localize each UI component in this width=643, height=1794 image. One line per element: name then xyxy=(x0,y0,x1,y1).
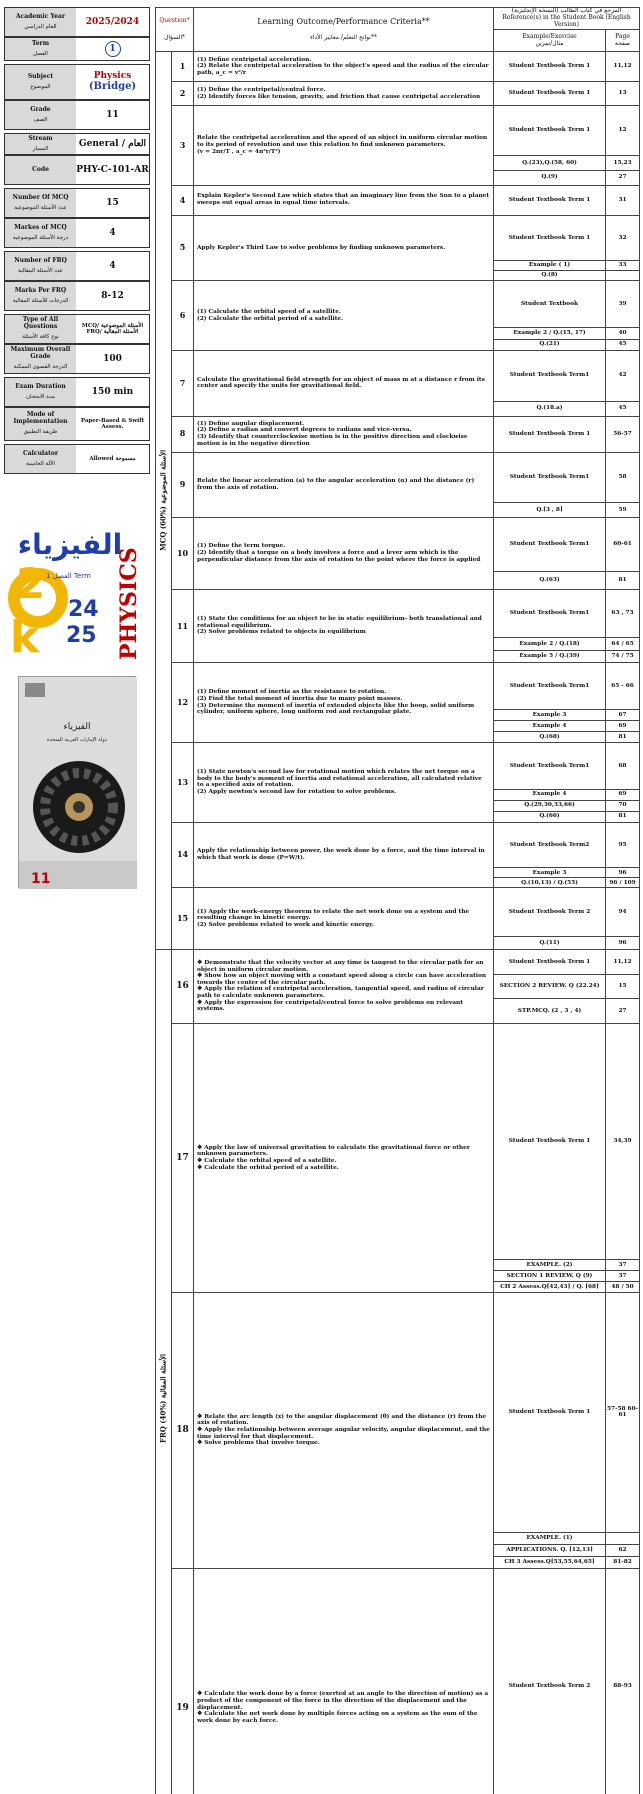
reference-cell xyxy=(494,950,606,975)
page-cell xyxy=(606,950,640,975)
info-label xyxy=(5,252,76,280)
reference-cell: Student Textbook Term 1 xyxy=(494,215,606,261)
outcome-item xyxy=(197,1165,490,1172)
outcome-item: (2) Find the total moment of inertia due to many point masses. xyxy=(197,696,490,703)
page-cell: 63 , 73 xyxy=(606,589,640,637)
reference-cell: Student Textbook Term 1 xyxy=(494,52,606,82)
outcome-item: (1) State the conditions for an object to be in static equilibrium- both translational and rotational equilibrium. xyxy=(197,616,490,629)
reference-cell xyxy=(494,1293,606,1533)
reference-cell: Q.[3 , 8] xyxy=(494,503,606,518)
info-label-ar: الفصل xyxy=(33,51,48,57)
page-cell: 31 xyxy=(606,185,640,215)
ref-header-en: Reference(s) in the Student Book (English Version) xyxy=(494,15,639,29)
q-header-en: Question* xyxy=(156,18,193,25)
info-row xyxy=(4,155,150,185)
info-label-en: Grade xyxy=(30,107,50,114)
info-label-ar: الدرجات للأسئلة المقالية xyxy=(13,298,69,304)
textbook-cover xyxy=(18,676,136,888)
outcome-item: (1) Define centripetal acceleration. xyxy=(197,57,490,64)
outcome-item: (1) Define moment of inertia as the resistance to rotation. xyxy=(197,689,490,696)
reference-cell: Example 2 / Q.(18) xyxy=(494,638,606,651)
question-number: 14 xyxy=(172,822,194,888)
info-label-ar: عدد الأسئلة المقالية xyxy=(18,268,63,274)
info-label-en: Number of FRQ xyxy=(14,258,67,265)
info-value xyxy=(76,38,149,60)
page-cell: 56-57 xyxy=(606,416,640,452)
info-label-en: Academic Year xyxy=(16,14,65,21)
ref-header-ar: المرجع في كتاب الطالب (النسخة الإنجليزية) xyxy=(494,8,639,15)
info-label xyxy=(5,408,76,440)
logo-term: الفصل 1 Term xyxy=(46,572,91,580)
blueprint-table xyxy=(155,7,639,1794)
info-value xyxy=(76,282,149,310)
learning-outcome xyxy=(194,888,494,950)
outcome-item: Relate the linear acceleration (a) to the angular acceleration (α) and the distance (r) from the axis of rotation. xyxy=(197,478,490,491)
info-label-en: Subject xyxy=(28,74,53,81)
subject-value: Physics xyxy=(94,71,132,81)
value-text: Paper-Based & Swift Assess. xyxy=(76,418,149,431)
reference-cell xyxy=(494,1282,606,1293)
page-cell: 94 xyxy=(606,888,640,937)
reference-cell: Example 3 xyxy=(494,868,606,878)
page-cell: 58 xyxy=(606,452,640,503)
reference-cell xyxy=(494,937,606,950)
info-label-ar: مدة الامتحان xyxy=(26,394,55,400)
info-label xyxy=(5,134,76,154)
learning-outcome xyxy=(194,52,494,82)
info-label-en: Maximum Overall Grade xyxy=(6,347,75,361)
reference-cell xyxy=(494,1556,606,1568)
info-row xyxy=(4,251,150,281)
page-header-ar: صفحة xyxy=(606,41,639,48)
info-value xyxy=(76,65,149,99)
reference-cell: Q.(23),Q.(58, 60) xyxy=(494,156,606,171)
page-cell: 11,12 xyxy=(606,52,640,82)
logo-physics-vertical: PHYSICS xyxy=(116,547,142,660)
info-label xyxy=(5,156,76,184)
reference-cell: Student Textbook Term1 xyxy=(494,589,606,637)
reference-cell xyxy=(494,1023,606,1259)
outcome-item xyxy=(197,1414,490,1427)
section-label-text: MCQ (60%) الأسئلة الموضوعية xyxy=(156,52,171,949)
question-number: 13 xyxy=(172,743,194,823)
reference-cell xyxy=(494,1532,606,1544)
page-cell xyxy=(606,999,640,1024)
question-number: 1 xyxy=(172,52,194,82)
page-cell xyxy=(606,1282,640,1293)
outcome-item: (3) Determine the moment of inertia of extended objects like the hoop, solid uniform cylinder, uniform sphere, long uniform rod and rectangular plate. xyxy=(197,703,490,716)
info-value xyxy=(76,101,149,129)
info-value xyxy=(76,345,149,373)
lo-header-ar: نواتج التعلم/ معايير الأداء** xyxy=(194,35,493,42)
info-label xyxy=(5,315,76,343)
learning-outcome xyxy=(194,1293,494,1569)
outcome-item: Apply Kepler's Third Law to solve problems by finding unknown parameters. xyxy=(197,245,490,252)
outcome-item: Calculate the gravitational field strength for an object of mass m at a distance r from its center and specify the units for gravitational field. xyxy=(197,377,490,390)
page-header-en: Page xyxy=(606,34,639,41)
page-cell: 45 xyxy=(606,339,640,350)
learning-outcome xyxy=(194,416,494,452)
info-value xyxy=(76,189,149,217)
page-cell xyxy=(606,1260,640,1271)
question-number xyxy=(172,1568,194,1794)
reference-cell: Student Textbook Term 2 xyxy=(494,888,606,937)
info-row xyxy=(4,444,150,474)
info-row xyxy=(4,188,150,218)
outcome-item: Relate the centripetal acceleration and the speed of an object in uniform circular motion to its period of revolution and use this relation to find unknown parameters. xyxy=(197,135,490,148)
reference-cell: Student Textbook Term1 xyxy=(494,452,606,503)
outcome-item xyxy=(197,1711,490,1724)
reference-cell: Q.(66) xyxy=(494,811,606,822)
section-label xyxy=(156,950,172,1794)
question-number: 8 xyxy=(172,416,194,452)
outcome-item xyxy=(197,1691,490,1711)
reference-cell: Example ( 1) xyxy=(494,261,606,271)
outcome-item: (1) Apply the work–energy theorem to relate the net work done on a system and the resulting change in kinetic energy. xyxy=(197,909,490,922)
info-label-ar: العام الدراسي xyxy=(24,24,56,30)
page-header xyxy=(606,30,640,52)
info-row xyxy=(4,37,150,61)
info-label xyxy=(5,445,76,473)
outcome-item xyxy=(197,1427,490,1440)
page-cell: 95 xyxy=(606,822,640,868)
page-cell xyxy=(606,1556,640,1568)
logo-digit-25: 25 xyxy=(66,623,97,648)
reference-cell: Student Textbook Term 1 xyxy=(494,82,606,106)
outcome-item: (1) Define the centripetal/central force. xyxy=(197,87,490,94)
reference-cell: Q.(8) xyxy=(494,271,606,281)
reference-cell xyxy=(494,1568,606,1794)
info-row xyxy=(4,7,150,37)
reference-cell: Example 2 / Q.(15, 17) xyxy=(494,328,606,339)
reference-cell xyxy=(494,974,606,999)
info-value xyxy=(76,378,149,406)
reference-cell: Student Textbook Term 1 xyxy=(494,416,606,452)
question-number: 11 xyxy=(172,589,194,663)
info-row xyxy=(4,407,150,441)
outcome-item: (2) Identify forces like tension, gravity, and friction that cause centripetal acceleration xyxy=(197,94,490,101)
info-label xyxy=(5,219,76,247)
reference-cell: Student Textbook xyxy=(494,281,606,328)
question-number: 10 xyxy=(172,518,194,590)
outcome-item: Apply the relationship between power, the work done by a force, and the time interval in which that work is done (P=W/t). xyxy=(197,848,490,861)
outcome-item: (v = 2πr/T , a_c = 4π²r/T²) xyxy=(197,149,490,156)
info-label-en: Markes of MCQ xyxy=(14,225,66,232)
subject-bridge: (Bridge) xyxy=(89,81,136,93)
question-number xyxy=(172,950,194,1024)
page-cell: 40 xyxy=(606,328,640,339)
outcome-item: (2) Identify that a torque on a body involves a force and a lever arm which is the perpendicular distance from the axis of rotation to the point where the force is applied xyxy=(197,550,490,563)
info-label-ar: نوع كافة الأسئلة xyxy=(22,334,59,340)
page-cell xyxy=(606,1568,640,1794)
value-text: 8-12 xyxy=(101,291,124,301)
value-text: 100 xyxy=(103,354,122,364)
logo-digit-24: 24 xyxy=(68,597,99,622)
book-title: الفيزياء xyxy=(64,722,91,732)
outcome-item xyxy=(197,973,490,986)
outcome-item: (3) Identify that counterclockwise motion is in the positive direction and clockwise motion is in the negative direction xyxy=(197,434,490,447)
reference-cell: Q.(68) xyxy=(494,732,606,743)
reference-cell: Student Textbook Term1 xyxy=(494,350,606,401)
page-cell: 81 xyxy=(606,811,640,822)
info-label-en: Mode of Implementation xyxy=(6,412,75,426)
value-text: Allowed مسموحة xyxy=(89,456,135,462)
page-cell: 15,23 xyxy=(606,156,640,171)
page-cell xyxy=(606,1023,640,1259)
info-label-en: Term xyxy=(32,41,49,48)
info-label-en: Type of All Questions xyxy=(6,317,75,331)
learning-outcome xyxy=(194,743,494,823)
info-label-ar: المسار xyxy=(33,146,49,152)
page-cell xyxy=(606,937,640,950)
reference-cell: Student Textbook Term 1 xyxy=(494,185,606,215)
logo-arabic-text: الفيزياء xyxy=(18,528,122,561)
question-number: 3 xyxy=(172,106,194,186)
info-value xyxy=(76,156,149,184)
page-cell: 12 xyxy=(606,106,640,156)
logo-graphic xyxy=(4,520,150,670)
question-number: 6 xyxy=(172,281,194,351)
info-row xyxy=(4,218,150,248)
page-cell: 42 xyxy=(606,350,640,401)
page-cell xyxy=(606,271,640,281)
info-label-ar: الموضوع xyxy=(30,84,50,90)
learning-outcome xyxy=(194,663,494,743)
page-cell: 59 xyxy=(606,503,640,518)
info-label xyxy=(5,101,76,129)
info-label-ar: الصف xyxy=(34,117,48,123)
info-label xyxy=(5,378,76,406)
question-number: 9 xyxy=(172,452,194,518)
page-cell: 13 xyxy=(606,82,640,106)
info-label xyxy=(5,38,76,60)
value-text: 15 xyxy=(106,198,119,208)
lo-header-en: Learning Outcome/Performance Criteria** xyxy=(194,17,493,26)
outcome-item: (2) Apply newton's second law for rotation to solve problems. xyxy=(197,789,490,796)
info-label-ar: الدرجة القصوى الممكنة xyxy=(14,364,68,370)
reference-cell xyxy=(494,1271,606,1282)
question-number: 15 xyxy=(172,888,194,950)
outcome-item: (1) State newton's second law for rotational motion which relates the net torque on a body to the body's moment of inertia and rotational acceleration, all calculated relative to a specified axis of rotation. xyxy=(197,769,490,789)
outcome-item xyxy=(197,1440,490,1447)
learning-outcome xyxy=(194,589,494,663)
learning-outcome xyxy=(194,822,494,888)
question-number: 12 xyxy=(172,663,194,743)
value-text: MCQ/ الأسئلة الموضوعية FRQ/ الأسئلة المقالية xyxy=(76,323,149,336)
reference-cell: Q.(21) xyxy=(494,339,606,350)
reference-cell xyxy=(494,999,606,1024)
learning-outcome xyxy=(194,452,494,518)
question-number xyxy=(172,1023,194,1292)
outcome-item: (2) Calculate the orbital period of a satellite. xyxy=(197,316,490,323)
value-text: 11 xyxy=(106,110,119,120)
page-cell: 68 xyxy=(606,743,640,790)
page-cell: 81 xyxy=(606,732,640,743)
learning-outcome xyxy=(194,281,494,351)
reference-cell: Q.(9) xyxy=(494,170,606,185)
page-cell: 69 xyxy=(606,789,640,800)
reference-cell: Q.(63) xyxy=(494,571,606,589)
reference-cell xyxy=(494,1260,606,1271)
outcome-item xyxy=(197,1000,490,1013)
info-label xyxy=(5,345,76,373)
info-row xyxy=(4,100,150,130)
page-cell: 32 xyxy=(606,215,640,261)
reference-cell: Q.(29,30,33,66) xyxy=(494,800,606,811)
logo-digit-2: 2 xyxy=(16,559,45,608)
reference-cell: Student Textbook Term2 xyxy=(494,822,606,868)
reference-cell: Example 3 xyxy=(494,710,606,721)
outcomes-table xyxy=(155,7,640,1794)
question-number: 2 xyxy=(172,82,194,106)
learning-outcome xyxy=(194,950,494,1024)
outcome-item: (1) Define angular displacement. xyxy=(197,421,490,428)
question-number: 4 xyxy=(172,185,194,215)
page-cell: 27 xyxy=(606,170,640,185)
info-label-en: Stream xyxy=(28,136,52,143)
ref-header xyxy=(494,8,640,30)
info-row xyxy=(4,281,150,311)
book-subtitle: دولة الإمارات العربية المتحدة xyxy=(47,737,107,743)
learning-outcome xyxy=(194,518,494,590)
learning-outcome xyxy=(194,350,494,416)
info-label-en: Calculator xyxy=(23,451,58,458)
info-label-en: Number Of MCQ xyxy=(13,195,69,202)
outcome-item: (2) Define a radian and convert degrees to radians and vice-versa. xyxy=(197,427,490,434)
reference-cell: Student Textbook Term1 xyxy=(494,663,606,710)
page-cell: 60-61 xyxy=(606,518,640,572)
page-cell xyxy=(606,1532,640,1544)
page-cell: 96 / 109 xyxy=(606,878,640,888)
reference-cell: Student Textbook Term 1 xyxy=(494,106,606,156)
info-value xyxy=(76,445,149,473)
info-value xyxy=(76,408,149,440)
info-label-en: Exam Duration xyxy=(15,384,66,391)
reference-cell: Q.(18.a) xyxy=(494,401,606,416)
page-cell: 33 xyxy=(606,261,640,271)
info-label-en: Marks Per FRQ xyxy=(15,288,66,295)
page-cell: 81 xyxy=(606,571,640,589)
book-cover-graphic xyxy=(19,677,137,889)
q-header xyxy=(156,8,194,52)
value-text: PHY-C-101-AR xyxy=(76,165,148,175)
learning-outcome xyxy=(194,185,494,215)
reference-cell: Example 5 / Q.(39) xyxy=(494,650,606,663)
value-text: 150 min xyxy=(92,387,133,397)
logo-letter-k: k xyxy=(10,612,41,663)
info-row xyxy=(4,314,150,344)
reference-cell: Student Textbook Term1 xyxy=(494,518,606,572)
info-row xyxy=(4,133,150,155)
info-value xyxy=(76,134,149,154)
page-cell: 39 xyxy=(606,281,640,328)
page-cell xyxy=(606,1271,640,1282)
page-cell: 96 xyxy=(606,868,640,878)
learning-outcome xyxy=(194,215,494,281)
info-label xyxy=(5,282,76,310)
page-cell xyxy=(606,1544,640,1556)
reference-cell: Q.(10,13) / Q.(55) xyxy=(494,878,606,888)
section-label xyxy=(156,52,172,950)
outcome-item: (2) Relate the centripetal acceleration to the object's speed and the radius of the circular path, a_c = v²/r xyxy=(197,63,490,76)
section-label-text xyxy=(156,950,171,1794)
page-cell xyxy=(606,1293,640,1533)
info-row xyxy=(4,377,150,407)
reference-cell: Student Textbook Term1 xyxy=(494,743,606,790)
reference-cell: Example 4 xyxy=(494,789,606,800)
physics-logo xyxy=(4,520,150,670)
outcome-item: (1) Define the term torque. xyxy=(197,543,490,550)
example-header-en: Example/Exercise xyxy=(494,34,605,41)
value-text: General / العام xyxy=(79,139,146,149)
info-label-en: Code xyxy=(32,167,49,174)
info-label xyxy=(5,8,76,36)
example-header xyxy=(494,30,606,52)
outcome-item: Explain Kepler's Second Law which states that an imaginary line from the Sun to a planet sweeps out equal areas in equal time intervals. xyxy=(197,193,490,206)
learning-outcome xyxy=(194,1023,494,1292)
value-text: 4 xyxy=(109,261,115,271)
info-label-ar: عدد الأسئلة الموضوعية xyxy=(14,205,66,211)
info-label xyxy=(5,189,76,217)
page-cell: 45 xyxy=(606,401,640,416)
info-label-ar: طريقة التطبيق xyxy=(24,429,58,435)
page-cell: 65 - 66 xyxy=(606,663,640,710)
example-header-ar: مثال/تمرين xyxy=(494,41,605,48)
info-label-ar: الآلة الحاسبة xyxy=(26,461,55,467)
page-cell: 67 xyxy=(606,710,640,721)
outcome-item: (1) Calculate the orbital speed of a satellite. xyxy=(197,309,490,316)
info-value xyxy=(76,8,149,36)
reference-cell: Example 4 xyxy=(494,721,606,732)
page-cell: 64 / 65 xyxy=(606,638,640,651)
value-text: 2025/2024 xyxy=(86,17,139,27)
value-text: 4 xyxy=(109,228,115,238)
question-number xyxy=(172,1293,194,1569)
q-header-ar: السؤال* xyxy=(156,35,193,42)
info-value xyxy=(76,252,149,280)
page-cell: 74 / 75 xyxy=(606,650,640,663)
page-cell xyxy=(606,974,640,999)
outcome-item xyxy=(197,960,490,973)
info-label xyxy=(5,65,76,99)
exam-info-panel xyxy=(4,7,150,474)
info-row xyxy=(4,344,150,374)
info-value xyxy=(76,219,149,247)
reference-cell xyxy=(494,1544,606,1556)
page-cell: 69 xyxy=(606,721,640,732)
outcome-item xyxy=(197,1158,490,1165)
outcome-item: (2) Solve problems related to work and kinetic energy. xyxy=(197,922,490,929)
book-grade: 11 xyxy=(31,871,50,887)
learning-outcome xyxy=(194,106,494,186)
outcome-item xyxy=(197,1145,490,1158)
learning-outcome xyxy=(194,1568,494,1794)
info-row xyxy=(4,64,150,100)
term-circle: 1 xyxy=(105,41,121,57)
info-label-ar: درجة الأسئلة الموضوعية xyxy=(13,235,68,241)
outcome-item xyxy=(197,986,490,999)
lo-header xyxy=(194,8,494,52)
info-value xyxy=(76,315,149,343)
question-number: 7 xyxy=(172,350,194,416)
outcome-item: (2) Solve problems related to objects in equilibrium xyxy=(197,629,490,636)
page-cell: 70 xyxy=(606,800,640,811)
learning-outcome xyxy=(194,82,494,106)
question-number: 5 xyxy=(172,215,194,281)
